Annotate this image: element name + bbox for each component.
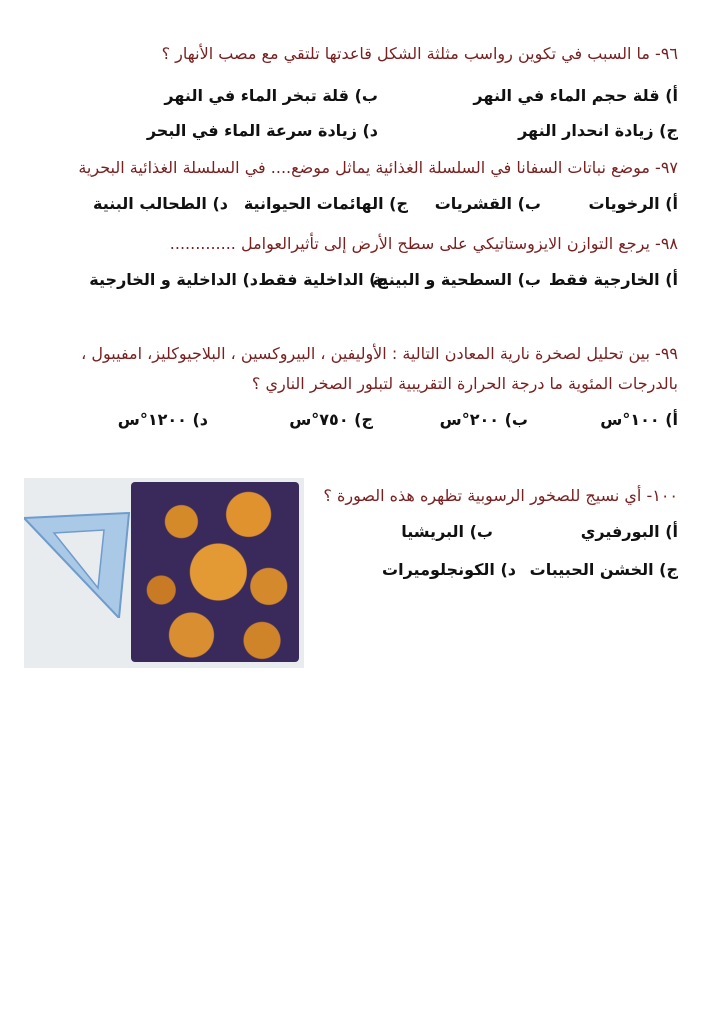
question-100: ١٠٠- أي نسيج للصخور الرسوبية تظهره هذه الصورة ؟ xyxy=(323,486,678,505)
q100-option-d[interactable]: د) الكونجلوميرات xyxy=(382,560,516,579)
q98-option-a[interactable]: أ) الخارجية فقط xyxy=(548,270,678,289)
q100-option-a[interactable]: أ) البورفيري xyxy=(580,522,678,541)
q96-option-c[interactable]: ج) زيادة انحدار النهر xyxy=(518,121,678,140)
q96-option-d[interactable]: د) زيادة سرعة الماء في البحر xyxy=(146,121,378,140)
question-97: ٩٧- موضع نباتات السفانا في السلسلة الغذائية يماثل موضع.... في السلسلة الغذائية البحرية xyxy=(78,158,678,177)
q97-option-d[interactable]: د) الطحالب البنية xyxy=(92,194,228,213)
question-99-line-2: بالدرجات المئوية ما درجة الحرارة التقريبية لتبلور الصخر الناري ؟ xyxy=(251,374,678,393)
q98-option-b[interactable]: ب) السطحية و البينية xyxy=(372,270,541,289)
q99-option-b[interactable]: ب) ٢٠٠°س xyxy=(439,410,528,429)
q96-option-b[interactable]: ب) قلة تبخر الماء في النهر xyxy=(164,86,378,105)
question-99-line-1: ٩٩- بين تحليل لصخرة نارية المعادن التالية : الأوليفين ، البيروكسين ، البلاجيوكليز، امفيبول ، xyxy=(81,344,678,363)
question-98: ٩٨- يرجع التوازن الايزوستاتيكي على سطح الأرض إلى تأثيرالعوامل ............. xyxy=(169,234,678,253)
conglomerate-rock-photo xyxy=(24,478,304,668)
q100-option-c[interactable]: ج) الخشن الحبيبات xyxy=(529,560,678,579)
rock-sample xyxy=(131,482,299,662)
set-square-icon xyxy=(24,508,134,618)
q97-option-b[interactable]: ب) القشريات xyxy=(434,194,541,213)
q99-option-a[interactable]: أ) ١٠٠°س xyxy=(600,410,678,429)
question-96: ٩٦- ما السبب في تكوين رواسب مثلثة الشكل قاعدتها تلتقي مع مصب الأنهار ؟ xyxy=(161,44,678,63)
q98-option-d[interactable]: د) الداخلية و الخارجية xyxy=(89,270,258,289)
q98-option-c[interactable]: ج) الداخلية فقط xyxy=(258,270,388,289)
q99-option-d[interactable]: د) ١٢٠٠°س xyxy=(117,410,208,429)
q96-option-a[interactable]: أ) قلة حجم الماء في النهر xyxy=(473,86,678,105)
q99-option-c[interactable]: ج) ٧٥٠°س xyxy=(289,410,373,429)
q97-option-c[interactable]: ج) الهائمات الحيوانية xyxy=(243,194,408,213)
q97-option-a[interactable]: أ) الرخويات xyxy=(588,194,678,213)
q100-option-b[interactable]: ب) البريشيا xyxy=(401,522,493,541)
